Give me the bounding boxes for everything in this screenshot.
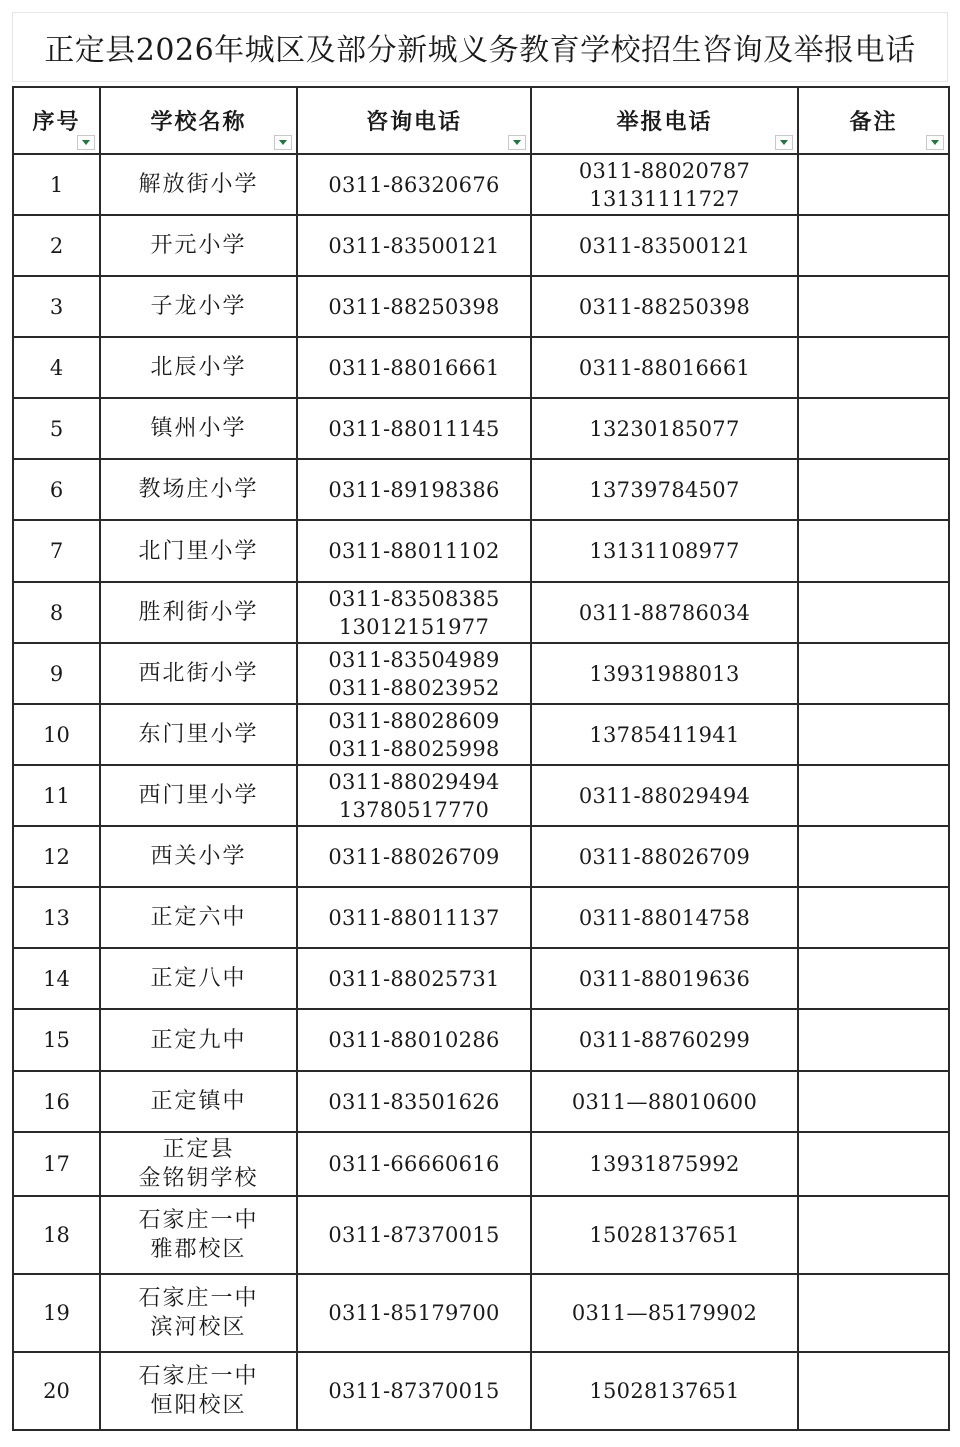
- cell-line: 解放街小学: [138, 172, 259, 197]
- cell-line: 0311-89198386: [328, 477, 500, 502]
- cell-line: 子龙小学: [150, 294, 247, 319]
- table-row: [13, 276, 949, 337]
- cell-line: 0311-88029494: [578, 783, 751, 808]
- cell-index: 3: [13, 276, 100, 337]
- cell-line: 0311-83500121: [578, 233, 751, 258]
- cell-consult-phone: [297, 887, 531, 948]
- cell-line: 13131108977: [589, 539, 740, 563]
- cell-school-name: [100, 215, 297, 276]
- table-row: [13, 704, 949, 765]
- cell-index: 2: [13, 215, 100, 276]
- cell-school-name: [100, 704, 297, 765]
- cell-line: 石家庄一中: [138, 1286, 259, 1311]
- cell-line: 0311-86320676: [328, 172, 500, 197]
- table-row: [13, 459, 949, 520]
- cell-note: [798, 887, 949, 948]
- filter-dropdown-icon[interactable]: [775, 135, 793, 150]
- cell-line: 0311-88026709: [328, 844, 500, 869]
- cell-line: 0311-83501626: [328, 1089, 500, 1114]
- cell-line: 0311-88011145: [328, 416, 500, 441]
- table-body: [13, 154, 949, 1430]
- cell-report-phone: [531, 215, 798, 276]
- cell-line: 正定六中: [150, 905, 247, 930]
- cell-consult-phone: [297, 643, 531, 704]
- cell-school-name: [100, 826, 297, 887]
- cell-index: 12: [13, 826, 100, 887]
- cell-report-phone: [531, 643, 798, 704]
- header-report: [531, 87, 798, 154]
- page-title: 正定县2026年城区及部分新城义务教育学校招生咨询及举报电话: [12, 12, 948, 82]
- cell-note: [798, 704, 949, 765]
- cell-consult-phone: [297, 459, 531, 520]
- table-row: [13, 1196, 949, 1274]
- cell-line: 0311-88760299: [578, 1028, 751, 1052]
- cell-report-phone: [531, 582, 798, 643]
- cell-note: [798, 826, 949, 887]
- cell-line: 0311-88025998: [328, 736, 500, 761]
- cell-line: 西北街小学: [138, 661, 259, 686]
- cell-line: 石家庄一中: [138, 1208, 259, 1233]
- cell-consult-phone: [297, 948, 531, 1009]
- cell-note: [798, 1071, 949, 1132]
- header-note: [798, 87, 949, 154]
- cell-line: 北辰小学: [150, 355, 247, 380]
- cell-consult-phone: [297, 1071, 531, 1132]
- cell-note: [798, 398, 949, 459]
- cell-consult-phone: [297, 1196, 531, 1274]
- cell-line: 0311-66660616: [328, 1152, 500, 1176]
- cell-report-phone: [531, 459, 798, 520]
- cell-school-name: [100, 1274, 297, 1352]
- cell-line: 镇州小学: [150, 416, 247, 441]
- cell-school-name: [100, 1009, 297, 1071]
- cell-index: 7: [13, 520, 100, 582]
- cell-report-phone: [531, 520, 798, 582]
- cell-report-phone: [531, 887, 798, 948]
- cell-line: 13230185077: [589, 416, 740, 441]
- header-consult: [297, 87, 531, 154]
- cell-line: 0311-88014758: [578, 905, 751, 930]
- table-row: [13, 1352, 949, 1430]
- cell-line: 教场庄小学: [138, 477, 259, 502]
- cell-note: [798, 154, 949, 215]
- cell-note: [798, 1009, 949, 1071]
- cell-consult-phone: [297, 1132, 531, 1196]
- cell-consult-phone: [297, 215, 531, 276]
- header-label: 序号: [32, 109, 81, 135]
- table-row: [13, 215, 949, 276]
- cell-index: 16: [13, 1071, 100, 1132]
- table-row: [13, 1132, 949, 1196]
- cell-line: 0311-88023952: [328, 675, 500, 700]
- cell-index: 6: [13, 459, 100, 520]
- cell-line: 西门里小学: [138, 783, 259, 808]
- cell-line: 0311-88028609: [328, 708, 500, 733]
- cell-line: 13131111727: [589, 186, 740, 211]
- table-row: [13, 643, 949, 704]
- cell-consult-phone: [297, 337, 531, 398]
- cell-consult-phone: [297, 826, 531, 887]
- cell-line: 0311-87370015: [328, 1223, 500, 1247]
- cell-note: [798, 948, 949, 1009]
- cell-note: [798, 276, 949, 337]
- cell-note: [798, 643, 949, 704]
- cell-school-name: [100, 948, 297, 1009]
- table-row: [13, 1274, 949, 1352]
- cell-line: 0311-88029494: [328, 769, 500, 794]
- cell-line: 0311-88250398: [578, 294, 751, 319]
- cell-line: 0311-88250398: [328, 294, 500, 319]
- cell-consult-phone: [297, 704, 531, 765]
- cell-index: 18: [13, 1196, 100, 1274]
- cell-note: [798, 520, 949, 582]
- cell-line: 雅郡校区: [150, 1237, 247, 1262]
- cell-school-name: [100, 520, 297, 582]
- cell-line: 13780517770: [338, 797, 490, 822]
- cell-line: 0311-88010286: [328, 1028, 500, 1052]
- cell-school-name: [100, 1132, 297, 1196]
- cell-line: 胜利街小学: [138, 600, 259, 625]
- cell-line: 13739784507: [589, 477, 740, 502]
- cell-line: 0311-83504989: [328, 647, 500, 672]
- cell-note: [798, 215, 949, 276]
- cell-consult-phone: [297, 765, 531, 826]
- filter-dropdown-icon[interactable]: [508, 135, 526, 150]
- table-row: [13, 154, 949, 215]
- header-index: [13, 87, 100, 154]
- cell-line: 15028137651: [589, 1223, 740, 1247]
- cell-line: 正定县: [162, 1137, 235, 1162]
- cell-report-phone: [531, 1009, 798, 1071]
- cell-index: 4: [13, 337, 100, 398]
- header-label: 举报电话: [616, 109, 713, 135]
- cell-consult-phone: [297, 582, 531, 643]
- table-row: [13, 948, 949, 1009]
- cell-note: [798, 459, 949, 520]
- cell-line: 0311-88016661: [578, 355, 751, 380]
- cell-report-phone: [531, 1196, 798, 1274]
- table-row: [13, 398, 949, 459]
- cell-school-name: [100, 643, 297, 704]
- cell-note: [798, 582, 949, 643]
- cell-school-name: [100, 887, 297, 948]
- cell-line: 13931988013: [589, 661, 740, 686]
- cell-index: 5: [13, 398, 100, 459]
- cell-report-phone: [531, 398, 798, 459]
- cell-line: 开元小学: [150, 233, 247, 258]
- cell-line: 正定镇中: [150, 1089, 247, 1114]
- cell-consult-phone: [297, 1009, 531, 1071]
- cell-line: 0311—88010600: [571, 1089, 758, 1114]
- cell-index: 20: [13, 1352, 100, 1430]
- cell-line: 正定九中: [150, 1027, 247, 1053]
- cell-school-name: [100, 154, 297, 215]
- cell-report-phone: [531, 154, 798, 215]
- table-row: [13, 337, 949, 398]
- cell-line: 0311-88019636: [578, 966, 751, 991]
- filter-dropdown-icon[interactable]: [77, 135, 95, 150]
- cell-report-phone: [531, 704, 798, 765]
- cell-report-phone: [531, 765, 798, 826]
- cell-report-phone: [531, 1132, 798, 1196]
- cell-line: 西关小学: [150, 844, 247, 869]
- cell-line: 北门里小学: [138, 538, 259, 564]
- cell-note: [798, 337, 949, 398]
- cell-line: 0311-85179700: [328, 1301, 500, 1325]
- cell-line: 13931875992: [589, 1152, 740, 1176]
- cell-line: 0311-88025731: [328, 966, 500, 991]
- cell-school-name: [100, 459, 297, 520]
- header-label: 学校名称: [150, 109, 247, 135]
- header-school: [100, 87, 297, 154]
- header-label: 备注: [849, 109, 898, 135]
- cell-note: [798, 1196, 949, 1274]
- cell-line: 13012151977: [338, 614, 490, 639]
- cell-report-phone: [531, 1274, 798, 1352]
- cell-report-phone: [531, 1352, 798, 1430]
- cell-line: 滨河校区: [150, 1315, 247, 1340]
- cell-line: 0311-83500121: [328, 233, 500, 258]
- table-row: [13, 1009, 949, 1071]
- cell-report-phone: [531, 337, 798, 398]
- cell-school-name: [100, 1196, 297, 1274]
- cell-line: 0311—85179902: [571, 1301, 758, 1325]
- contact-table: [12, 86, 950, 1431]
- cell-index: 8: [13, 582, 100, 643]
- cell-line: 恒阳校区: [150, 1393, 247, 1418]
- cell-index: 1: [13, 154, 100, 215]
- cell-line: 0311-88016661: [328, 355, 500, 380]
- cell-school-name: [100, 1071, 297, 1132]
- cell-index: 11: [13, 765, 100, 826]
- filter-dropdown-icon[interactable]: [926, 135, 944, 150]
- cell-line: 0311-83508385: [328, 586, 500, 611]
- cell-line: 13785411941: [589, 722, 740, 747]
- cell-index: 10: [13, 704, 100, 765]
- cell-index: 15: [13, 1009, 100, 1071]
- cell-line: 0311-87370015: [328, 1379, 500, 1403]
- header-label: 咨询电话: [365, 109, 462, 135]
- filter-dropdown-icon[interactable]: [274, 135, 292, 150]
- cell-line: 0311-88020787: [578, 158, 751, 183]
- cell-school-name: [100, 1352, 297, 1430]
- table-row: [13, 582, 949, 643]
- header-row: [13, 87, 949, 154]
- cell-school-name: [100, 398, 297, 459]
- cell-report-phone: [531, 826, 798, 887]
- cell-index: 19: [13, 1274, 100, 1352]
- cell-school-name: [100, 276, 297, 337]
- cell-line: 东门里小学: [138, 722, 259, 747]
- cell-line: 0311-88026709: [578, 844, 751, 869]
- cell-index: 14: [13, 948, 100, 1009]
- cell-consult-phone: [297, 154, 531, 215]
- cell-index: 9: [13, 643, 100, 704]
- cell-consult-phone: [297, 1352, 531, 1430]
- table-row: [13, 826, 949, 887]
- cell-line: 0311-88786034: [578, 600, 751, 625]
- cell-note: [798, 1352, 949, 1430]
- cell-school-name: [100, 582, 297, 643]
- cell-note: [798, 765, 949, 826]
- cell-consult-phone: [297, 520, 531, 582]
- cell-index: 17: [13, 1132, 100, 1196]
- table-row: [13, 520, 949, 582]
- cell-consult-phone: [297, 276, 531, 337]
- cell-school-name: [100, 337, 297, 398]
- cell-note: [798, 1132, 949, 1196]
- cell-index: 13: [13, 887, 100, 948]
- table-row: [13, 765, 949, 826]
- cell-consult-phone: [297, 1274, 531, 1352]
- table-row: [13, 887, 949, 948]
- cell-note: [798, 1274, 949, 1352]
- cell-line: 0311-88011137: [328, 905, 500, 930]
- table-row: [13, 1071, 949, 1132]
- cell-line: 石家庄一中: [138, 1364, 259, 1389]
- cell-school-name: [100, 765, 297, 826]
- cell-line: 0311-88011102: [328, 539, 500, 563]
- cell-line: 15028137651: [589, 1379, 740, 1403]
- cell-report-phone: [531, 1071, 798, 1132]
- cell-report-phone: [531, 948, 798, 1009]
- cell-line: 正定八中: [150, 966, 247, 991]
- cell-report-phone: [531, 276, 798, 337]
- cell-line: 金铭钥学校: [138, 1166, 259, 1191]
- cell-consult-phone: [297, 398, 531, 459]
